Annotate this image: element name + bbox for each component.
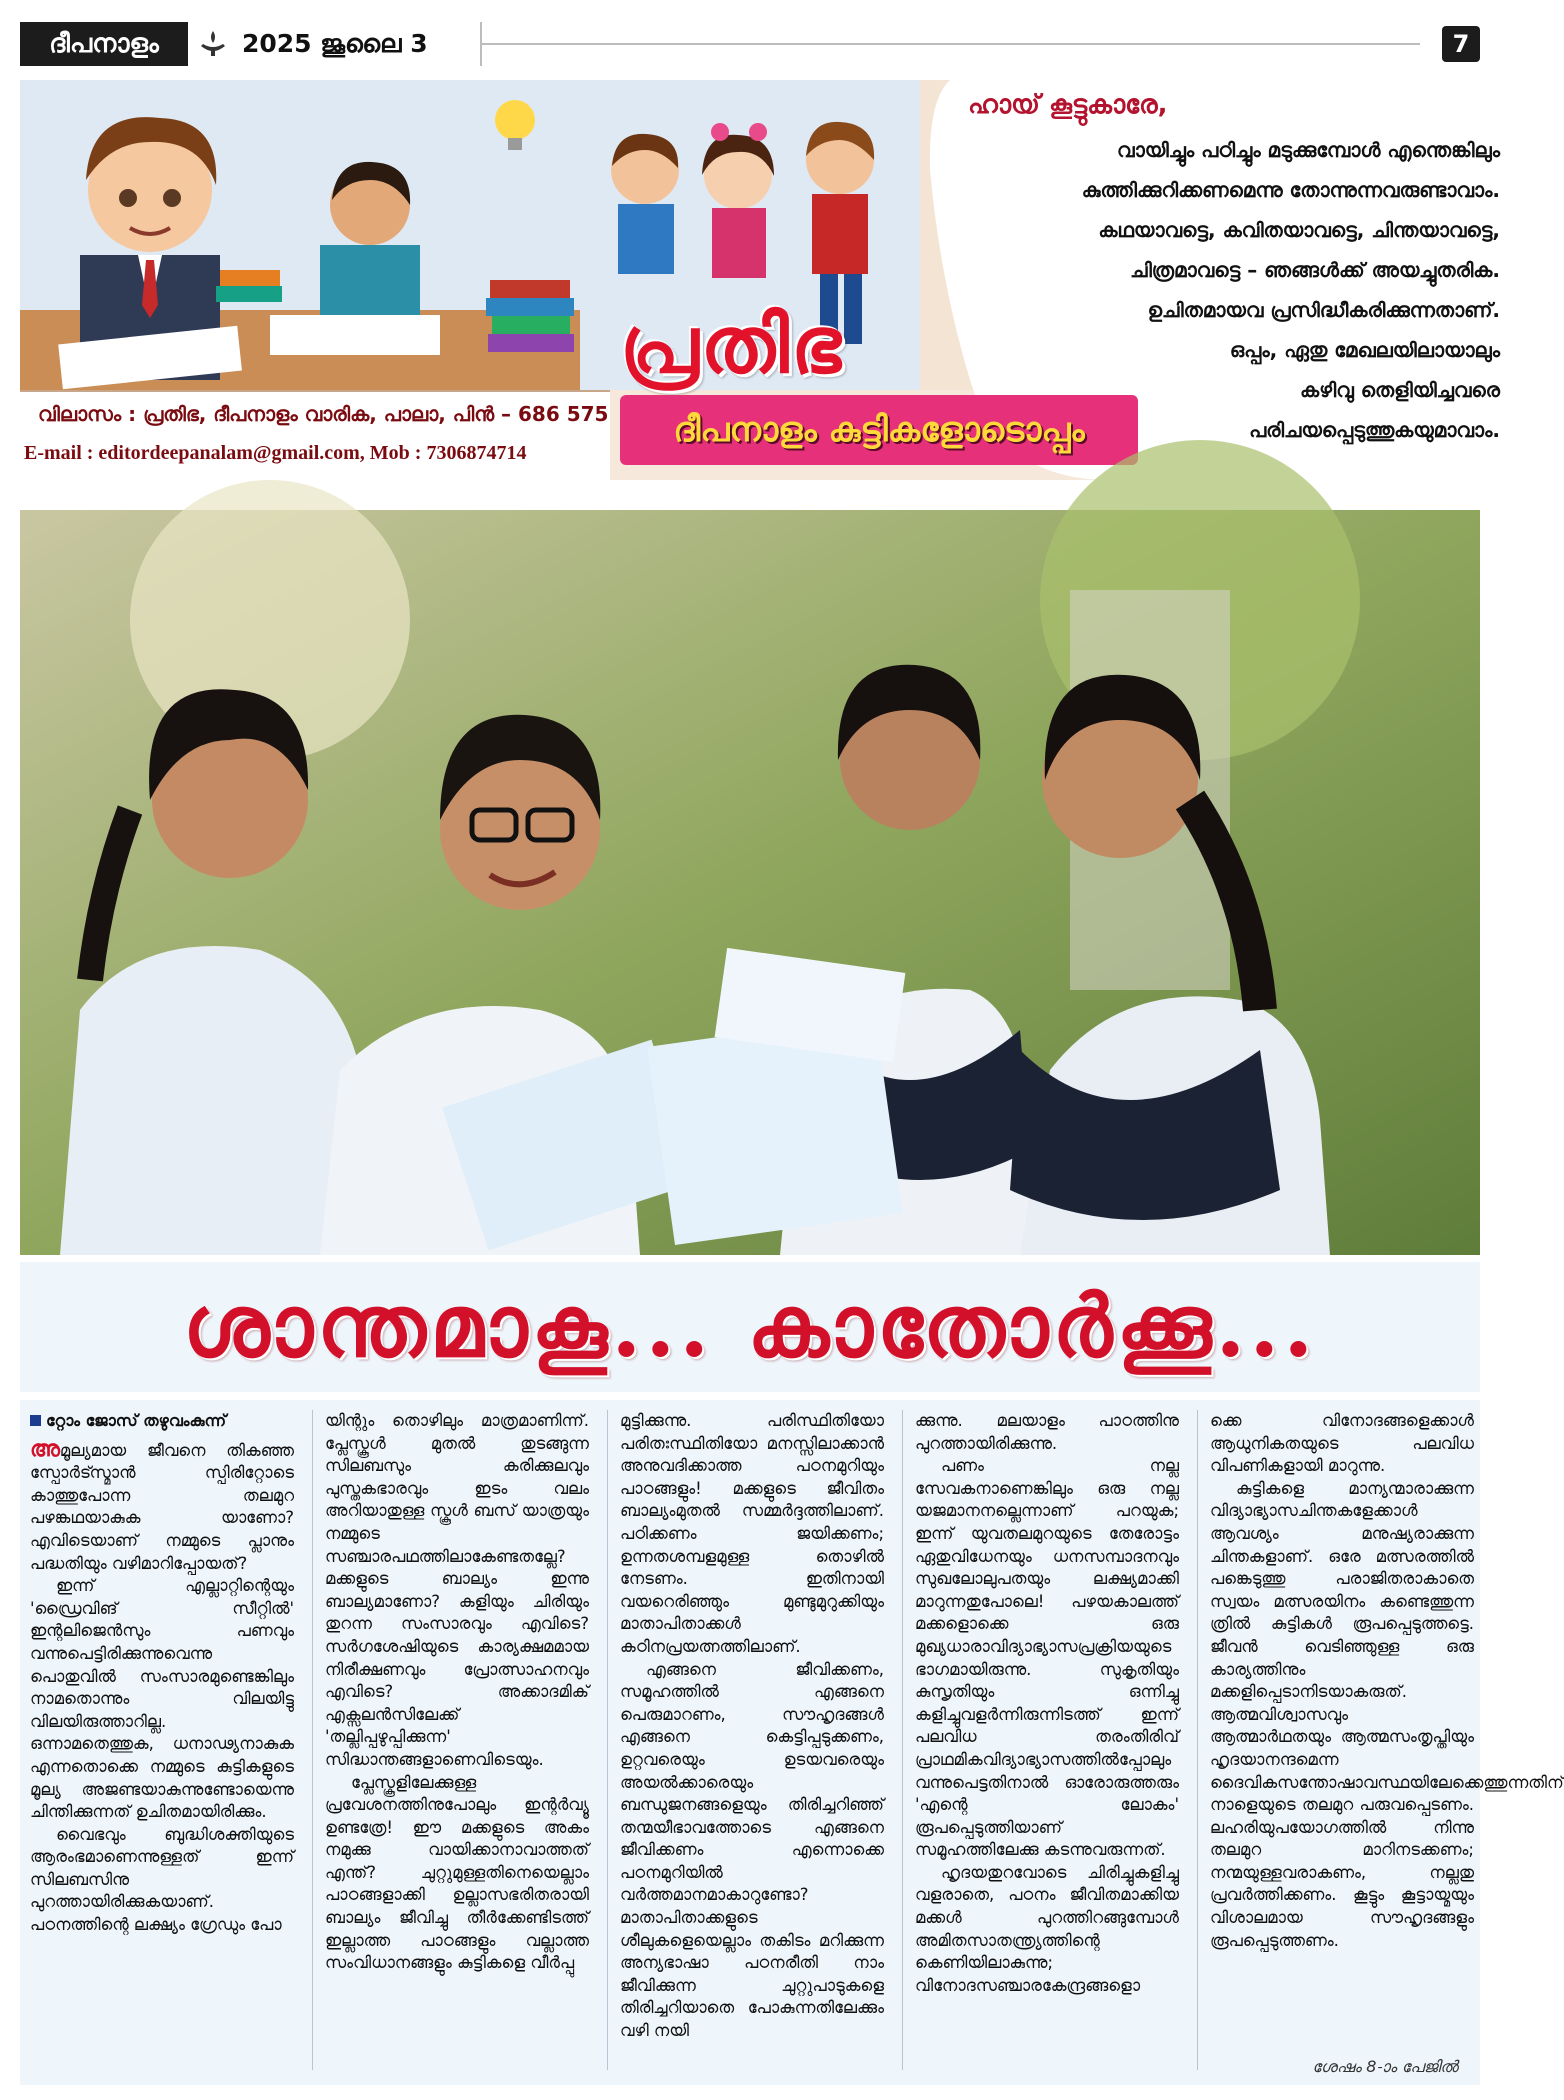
oil-lamp-icon <box>198 30 228 58</box>
author-name: റ്റോം ജോസ് തഴുവംകുന്ന് <box>46 1411 227 1430</box>
article-headline: ശാന്തമാകൂ... കാതോർക്കൂ... <box>182 1276 1318 1377</box>
intro-line: കുത്തിക്കുറിക്കണമെന്നു തോന്നുന്നവരുണ്ടാവാം. <box>1081 178 1500 202</box>
paragraph: ഇന്ന് എല്ലാറ്റിന്റെയും 'ഡ്രൈവിങ് സീറ്റിൽ' ഇന്റലിജെൻസും പണവും വന്നുപെട്ടിരിക്കുന്നുവെന്നു പൊതുവിൽ സംസാരമുണ്ടെങ്കിലും നാമതൊന്നും വിലയിട്ടു വിലയിരുത്താറില്ല. ഒന്നാമതെത്തുക, ധനാഢ്യനാകുക എന്നതൊക്കെ നമ്മുടെ കുട്ടികളുടെ മൂല്യ അജണ്ടയാകുന്നുണ്ടോയെന്നു ചിന്തിക്കുന്നത് ഉചിതമായിരിക്കും. <box>30 1576 294 1822</box>
column-divider <box>1197 1410 1198 2070</box>
header-rule <box>480 43 1420 45</box>
continued-note: ശേഷം 8-ാം പേജിൽ <box>1312 2057 1458 2076</box>
publication-name: ദീപനാളം <box>20 22 188 66</box>
paragraph <box>30 1436 294 1576</box>
intro-line: ഉചിതമായവ പ്രസിദ്ധീകരിക്കുന്നതാണ്. <box>1147 298 1500 322</box>
paragraph: എങ്ങനെ ജീവിക്കണം, സമൂഹത്തിൽ എങ്ങനെ പെരുമാറണം, സൗഹൃദങ്ങൾ എങ്ങനെ കെട്ടിപ്പടുക്കണം, ഉറ്റവരെയും ഉടയവരെയും അയൽക്കാരെയും ബന്ധുജനങ്ങളെയും തിരിച്ചറിഞ്ഞ് തന്മയീഭാവത്തോടെ എങ്ങനെ ജീവിക്കണം എന്നൊക്കെ പഠനമുറിയിൽ വർത്തമാനമാകാറുണ്ടോ? മാതാപിതാക്കളുടെ ശീലുകളെയെല്ലാം തകിടം മറിക്കുന്ന അന്യഭാഷാ പഠനരീതി നാം ജീവിക്കുന്ന ചുറ്റുപാടുകളെ തിരിച്ചറിയാതെ പോകുന്നതിലേക്കും വഴി നയി <box>620 1659 884 2041</box>
article-column-2 <box>325 1410 589 1975</box>
paragraph: പണം നല്ല സേവകനാണെങ്കിലും ഒരു നല്ല യജമാനനല്ലെന്നാണ് പറയുക; ഇന്ന് യുവതലമുറയുടെ തേരോട്ടം ഏതുവിധേനയും ധനസമ്പാദനവും സുഖലോലുപതയും ലക്ഷ്യമാക്കി മാറുന്നതുപോലെ! പഴയകാലത്ത് മക്കളൊക്കെ ഒരു മുഖ്യധാരാവിദ്യാഭ്യാസപ്രക്രിയയുടെ ഭാഗമായിരുന്നു. സുകൃതിയും കുസൃതിയും ഒന്നിച്ചു കളിച്ചുവളർന്നിരുന്നിടത്ത് ഇന്ന് പലവിധ തരംതിരിവ് പ്രാഥമികവിദ്യാഭ്യാസത്തിൽപ്പോലും വന്നുപെട്ടതിനാൽ ഓരോരുത്തരും 'എന്റെ ലോകം' രൂപപ്പെടുത്തിയാണ് സമൂഹത്തിലേക്കു കടന്നുവരുന്നത്. <box>915 1456 1179 1860</box>
article-column-3 <box>620 1410 884 2043</box>
intro-line: ചിത്രമാവട്ടെ – ഞങ്ങൾക്ക് അയച്ചുതരിക. <box>1130 258 1500 282</box>
column-divider <box>607 1410 608 2070</box>
paragraph: കുട്ടികളെ മാന്യന്മാരാക്കുന്ന വിദ്യാഭ്യാസചിന്തകളേക്കാൾ ആവശ്യം മനുഷ്യരാക്കുന്ന ചിന്തകളാണ്. ഒരേ മത്സരത്തിൽ പങ്കെടുത്തു പരാജിതരാകാതെ സ്വയം മത്സരയിനം കണ്ടെത്തുന്ന ത്രിൽ കുട്ടികൾ രൂപപ്പെടുത്തട്ടെ. ജീവൻ വെടിഞ്ഞുള്ള ഒരു കാര്യത്തിനും മക്കളിപ്പെടാനിടയാകരുത്. ആത്മവിശ്വാസവും ആത്മാർഥതയും ആത്മസംതൃപ്തിയും ഹൃദയാനന്ദമെന്ന ദൈവികസന്തോഷാവസ്ഥയിലേക്കെത്തുന്നതിന് നാളെയുടെ തലമുറ പരുവപ്പെടണം. ലഹരിയുപയോഗത്തിൽ നിന്നു തലമുറ മാറിനടക്കണം; നന്മയുള്ളവരാകണം, നല്ലതു പ്രവർത്തിക്കണം. കൂട്ടും കൂട്ടായ്മയും വിശാലമായ സൗഹൃദങ്ങളും രൂപപ്പെടുത്തണം. <box>1210 1478 1564 1950</box>
paragraph: ക്കെ വിനോദങ്ങളെക്കാൾ ആധുനികതയുടെ പലവിധ വിപണികളായി മാറുന്നു. <box>1210 1411 1474 1476</box>
contact-line: E-mail : editordeepanalam@gmail.com, Mob : 7306874714 <box>24 442 527 464</box>
byline <box>30 1410 294 1433</box>
intro-line: കഥയാവട്ടെ, കവിതയാവട്ടെ, ചിന്തയാവട്ടെ, <box>1098 218 1500 242</box>
intro-line: വായിച്ചും പഠിച്ചും മടുക്കുമ്പോൾ എന്തെങ്കിലും <box>1117 138 1500 162</box>
page-number: 7 <box>1442 26 1480 62</box>
paragraph: ക്കുന്നു. മലയാളം പാഠത്തിനു പുറത്തായിരിക്കുന്നു. <box>915 1411 1179 1453</box>
photo-illustration <box>20 510 1480 1255</box>
headline-box <box>20 1262 1480 1392</box>
page-header <box>20 22 1480 66</box>
intro-line: പരിചയപ്പെടുത്തുകയുമാവാം. <box>1249 418 1500 442</box>
address-box <box>20 390 610 482</box>
column-divider <box>312 1410 313 2070</box>
tagline-box <box>620 395 1138 465</box>
article-column-5 <box>1210 1410 1564 1952</box>
paragraph: ഹൃദയതുറവോടെ ചിരിച്ചുകളിച്ചു വളരാതെ, പഠനം ജീവിതമാക്കിയ മക്കൾ പുറത്തിറങ്ങുമ്പോൾ അമിതസാതന്ത്ര്യത്തിന്റെ കെണിയിലാകുന്നു; വിനോദസഞ്ചാരകേന്ദ്രങ്ങളൊ <box>915 1862 1179 1995</box>
greeting: ഹായ് കൂട്ടുകാരേ, <box>968 90 1168 120</box>
postal-address: വിലാസം : പ്രതിഭ, ദീപനാളം വാരിക, പാലാ, പിൻ – 686 575 <box>38 402 609 426</box>
tagline: ദീപനാളം കുട്ടികളോടൊപ്പം <box>673 410 1085 450</box>
paragraph-text: മൂല്യമായ ജീവനെ തികഞ്ഞ സ്പോർട്സ്മാൻ സ്പിരിറ്റോടെ കാത്തുപോന്ന തലമുറ പഴങ്കഥയാകുക യാണോ? എവിടെയാണ് നമ്മുടെ പ്ലാനും പദ്ധതിയും വഴിമാറിപ്പോയത്? <box>30 1440 294 1573</box>
byline-marker <box>30 1415 41 1426</box>
paragraph: മുട്ടിക്കുന്നു. പരിസ്ഥിതിയോ പരിതഃസ്ഥിതിയോ മനസ്സിലാക്കാൻ അനുവദിക്കാത്ത പഠനമുറിയും പാഠങ്ങളും! മക്കളുടെ ജീവിതം ബാല്യംമുതൽ സമ്മർദ്ദത്തിലാണ്. പഠിക്കണം ജയിക്കണം; ഉന്നതശമ്പളമുള്ള തൊഴിൽ നേടണം. ഇതിനായി വയറെരിഞ്ഞും മുണ്ടുമുറുക്കിയും മാതാപിതാക്കൾ കഠിനപ്രയത്നത്തിലാണ്. <box>620 1411 884 1656</box>
intro-line: കഴിവു തെളിയിച്ചവരെ <box>1300 378 1500 402</box>
pratibha-logo-title: പ്രതിഭ <box>620 300 844 391</box>
paragraph: പ്ലേസ്കൂളിലേക്കുള്ള പ്രവേശനത്തിനുപോലും ഇന്റർവ്യൂ ഉണ്ടത്രേ! ഈ മക്കളുടെ അകം നമുക്കു വായിക്കാനാവാത്തത് എന്ത്? ചുറ്റുമുള്ളതിനെയെല്ലാം പാഠങ്ങളാക്കി ഉല്ലാസഭരിതരായി ബാല്യം ജീവിച്ചു തീർക്കേണ്ടിടത്ത് ഇല്ലാത്ത പാഠങ്ങളും വല്ലാത്ത സംവിധാനങ്ങളും കുട്ടികളെ വീർപ്പു <box>325 1772 589 1973</box>
column-divider <box>902 1410 903 2070</box>
students-photo <box>20 510 1480 1255</box>
article-body <box>20 1400 1564 2085</box>
paragraph: വൈഭവും ബുദ്ധിശക്തിയുടെ ആരംഭമാണെന്നുള്ളത് ഇന്ന് സിലബസിനു പുറത്തായിരിക്കുകയാണ്. പഠനത്തിന്റെ ലക്ഷ്യം ഗ്രേഡും പോ <box>30 1824 294 1935</box>
pratibha-banner <box>20 80 1500 480</box>
article-column-4 <box>915 1410 1179 1997</box>
dropcap: അ <box>30 1436 60 1462</box>
paragraph: യിന്റും തൊഴിലും മാത്രമാണിന്ന്. പ്ലേസ്കൂൾ മുതൽ തുടങ്ങുന്ന സിലബസും കരിക്കുലവും പുസ്തകഭാരവും ഇടം വലം അറിയാതുള്ള സ്കൂൾ ബസ് യാത്രയും നമ്മുടെ സഞ്ചാരപഥത്തിലാകേണ്ടതല്ലേ? മക്കളുടെ ബാല്യം ഇന്നു ബാല്യമാണോ? കളിയും ചിരിയും തുറന്ന സംസാരവും എവിടെ? സർഗശേഷിയുടെ കാര്യക്ഷമമായ നിരീക്ഷണവും പ്രോത്സാഹനവും എവിടെ? അക്കാദമിക് എക്സലൻസിലേക്ക് 'തല്ലിപ്പഴുപ്പിക്കുന്ന' സിദ്ധാന്തങ്ങളാണെവിടെയും. <box>325 1411 589 1769</box>
intro-line: ഒപ്പം, ഏതു മേഖലയിലായാലും <box>1229 338 1500 362</box>
article-column-1 <box>30 1410 294 1937</box>
issue-date: 2025 ജൂലൈ 3 <box>242 29 428 58</box>
